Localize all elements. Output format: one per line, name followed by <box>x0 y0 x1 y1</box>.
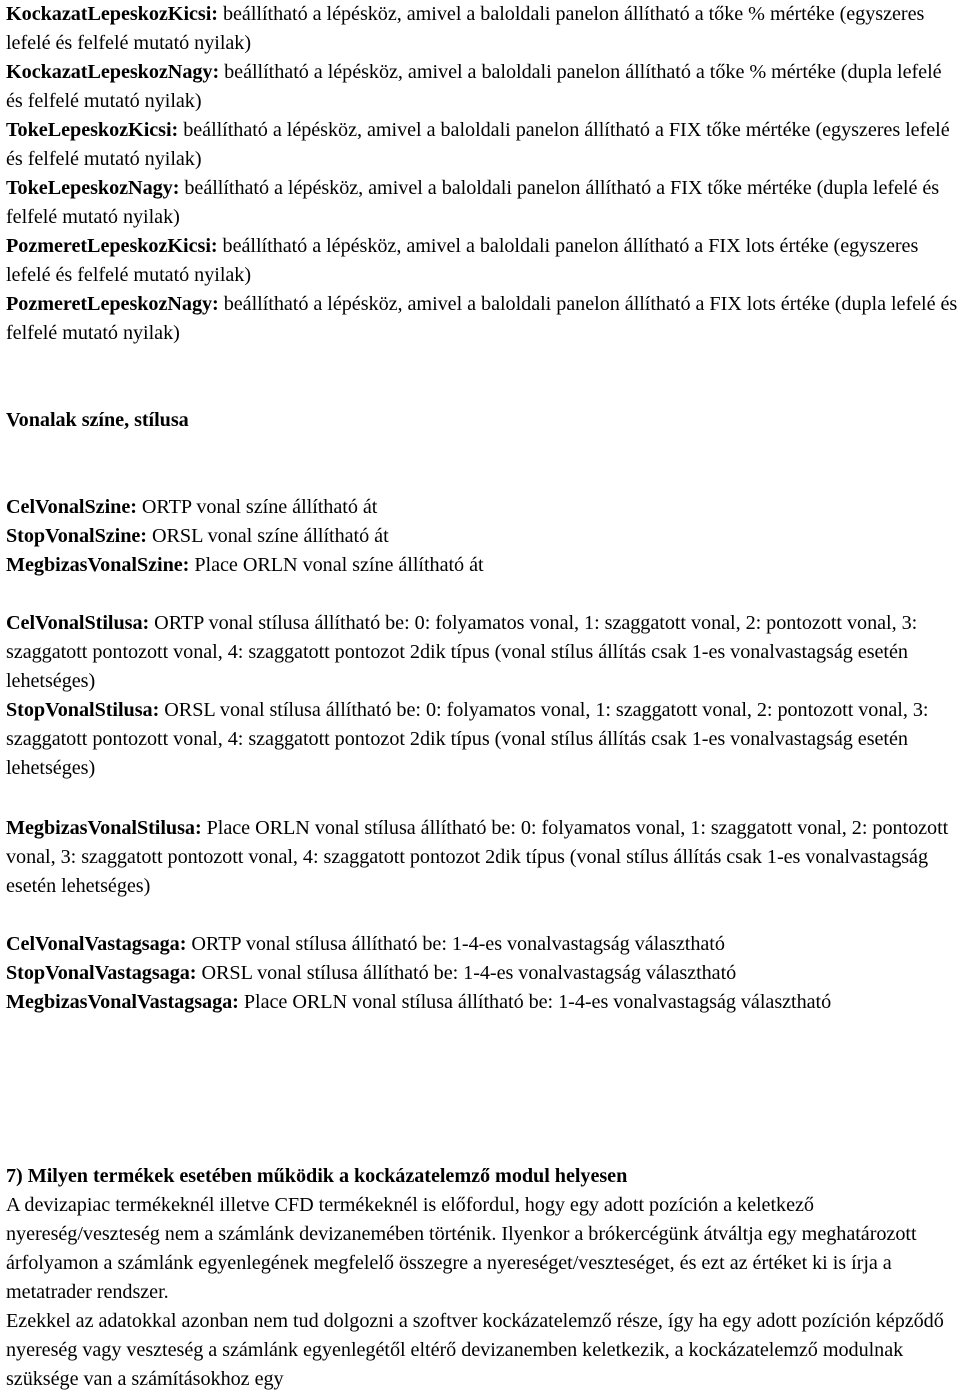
stilus-params-b <box>6 814 958 901</box>
param-megbizas-vonal-szine <box>6 551 958 580</box>
param-desc: Place ORLN vonal színe állítható át <box>189 554 484 576</box>
param-desc: ORTP vonal stílusa állítható be: 1-4-es vonalvastagság választható <box>186 933 725 955</box>
param-name: PozmeretLepeskozNagy: <box>6 293 219 315</box>
param-stop-vonal-vastagsaga <box>6 959 958 988</box>
lepeskoz-params <box>6 0 958 348</box>
param-kockazat-lepeskoz-nagy <box>6 58 958 116</box>
stilus-params-a <box>6 609 958 783</box>
param-cel-vonal-vastagsaga <box>6 930 958 959</box>
section-7 <box>6 1162 958 1394</box>
param-stop-vonal-szine <box>6 522 958 551</box>
section-7-paragraph-1: A devizapiac termékeknél illetve CFD termékeknél is előfordul, hogy egy adott pozíción a keletkező nyereség/veszteség nem a számlánk devizanemében történik. Ilyenkor a brókercégünk átváltja egy meghatározott árfolyamon a számlánk egyenlegének megfelelő összegre a nyereséget/veszteséget, és ezt az értéket ki is írja a metatrader rendszer. <box>6 1194 917 1303</box>
param-pozmeret-lepeskoz-nagy <box>6 290 958 348</box>
param-name: CelVonalStilusa: <box>6 612 150 634</box>
param-name: StopVonalSzine: <box>6 525 147 547</box>
param-name: MegbizasVonalVastagsaga: <box>6 991 239 1013</box>
szin-params <box>6 493 958 580</box>
section-heading-7: 7) Milyen termékek esetében működik a kockázatelemző modul helyesen <box>6 1165 628 1187</box>
param-cel-vonal-stilusa <box>6 609 958 696</box>
param-name: StopVonalVastagsaga: <box>6 962 197 984</box>
param-pozmeret-lepeskoz-kicsi <box>6 232 958 290</box>
param-desc: beállítható a lépésköz, amivel a baloldali panelon állítható a tőke % mértéke (egyszeres lefelé és felfelé mutató nyilak) <box>6 3 925 54</box>
param-desc: beállítható a lépésköz, amivel a baloldali panelon állítható a FIX tőke mértéke (dupla lefelé és felfelé mutató nyilak) <box>6 177 940 228</box>
param-desc: beállítható a lépésköz, amivel a baloldali panelon állítható a tőke % mértéke (dupla lefelé és felfelé mutató nyilak) <box>6 61 942 112</box>
param-desc: Place ORLN vonal stílusa állítható be: 0: folyamatos vonal, 1: szaggatott vonal, 2: pontozott vonal, 3: szaggatott pontozott vonal, 4: szaggatott pontozot 2dik típus (vonal stílus állítás csak 1-es vonalvastagság esetén lehetséges) <box>6 817 949 897</box>
param-desc: ORSL vonal színe állítható át <box>146 525 389 547</box>
param-name: PozmeretLepeskozKicsi: <box>6 235 218 257</box>
param-desc: ORSL vonal stílusa állítható be: 1-4-es vonalvastagság választható <box>196 962 737 984</box>
param-desc: beállítható a lépésköz, amivel a baloldali panelon állítható a FIX lots értéke (egyszeres lefelé és felfelé mutató nyilak) <box>6 235 919 286</box>
param-desc: ORTP vonal stílusa állítható be: 0: folyamatos vonal, 1: szaggatott vonal, 2: pontozott vonal, 3: szaggatott pontozott vonal, 4: szaggatott pontozot 2dik típus (vonal stílus állítás csak 1-es vonalvastagság esetén lehetséges) <box>6 612 918 692</box>
param-name: MegbizasVonalStilusa: <box>6 817 202 839</box>
param-name: KockazatLepeskozNagy: <box>6 61 220 83</box>
param-desc: Place ORLN vonal stílusa állítható be: 1-4-es vonalvastagság választható <box>238 991 832 1013</box>
section-7-paragraph-2: Ezekkel az adatokkal azonban nem tud dolgozni a szoftver kockázatelemző része, így ha egy adott pozíción képződő nyereség vagy veszteség a számlánk egyenlegétől eltérő devizanemben keletkezik, a kockázatelemző modulnak szüksége van a számításokhoz egy <box>6 1310 944 1390</box>
param-name: CelVonalVastagsaga: <box>6 933 187 955</box>
param-megbizas-vonal-stilusa <box>6 814 958 901</box>
param-desc: beállítható a lépésköz, amivel a baloldali panelon állítható a FIX tőke mértéke (egyszeres lefelé és felfelé mutató nyilak) <box>6 119 950 170</box>
param-name: StopVonalStilusa: <box>6 699 160 721</box>
param-name: TokeLepeskozNagy: <box>6 177 180 199</box>
param-kockazat-lepeskoz-kicsi <box>6 0 958 58</box>
param-toke-lepeskoz-nagy <box>6 174 958 232</box>
param-cel-vonal-szine <box>6 493 958 522</box>
vastagsag-params <box>6 930 958 1017</box>
param-desc: beállítható a lépésköz, amivel a baloldali panelon állítható a FIX lots értéke (dupla lefelé és felfelé mutató nyilak) <box>6 293 958 344</box>
param-name: CelVonalSzine: <box>6 496 137 518</box>
param-megbizas-vonal-vastagsaga <box>6 988 958 1017</box>
param-toke-lepeskoz-kicsi <box>6 116 958 174</box>
section-heading-vonalak: Vonalak színe, stílusa <box>6 409 189 431</box>
param-desc: ORTP vonal színe állítható át <box>136 496 378 518</box>
param-stop-vonal-stilusa <box>6 696 958 783</box>
param-name: MegbizasVonalSzine: <box>6 554 190 576</box>
param-desc: ORSL vonal stílusa állítható be: 0: folyamatos vonal, 1: szaggatott vonal, 2: pontozott vonal, 3: szaggatott pontozott vonal, 4: szaggatott pontozot 2dik típus (vonal stílus állítás csak 1-es vonalvastagság esetén lehetséges) <box>6 699 929 779</box>
param-name: TokeLepeskozKicsi: <box>6 119 179 141</box>
param-name: KockazatLepeskozKicsi: <box>6 3 218 25</box>
